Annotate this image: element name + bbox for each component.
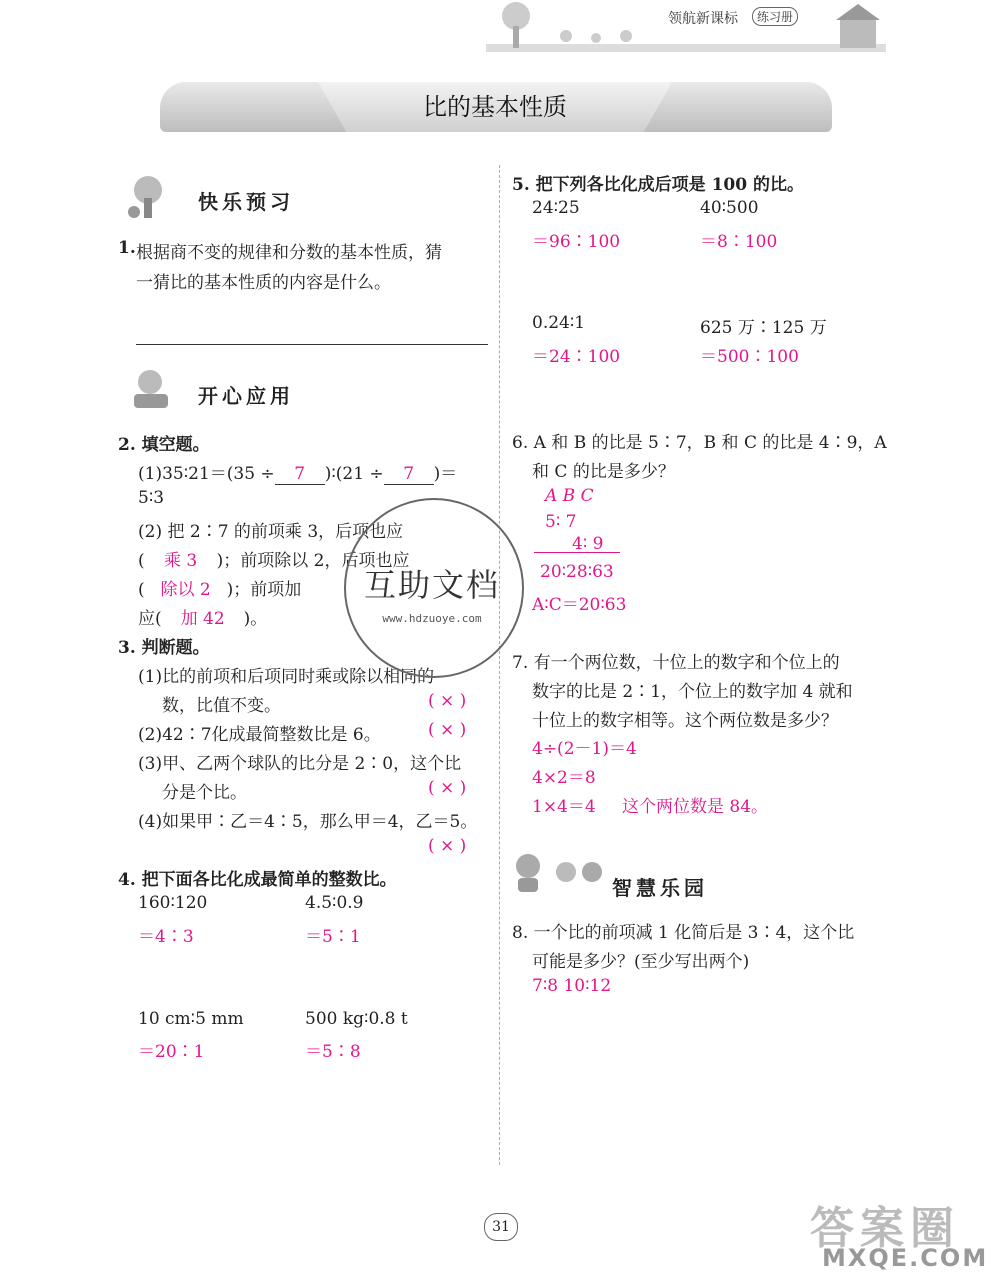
q4-b-question: 4.5∶0.9 (305, 893, 364, 913)
q4-b-answer: ＝5∶1 (305, 927, 361, 947)
q2-p2-line4 (138, 604, 267, 629)
reading-girl-icon (120, 366, 180, 412)
brand-name: 领航新课标 (668, 11, 738, 27)
q8-line1: 8. 一个比的前项减 1 化简后是 3∶4，这个比 (512, 923, 855, 943)
brand-badge: 练习册 (752, 7, 798, 26)
q3-item1-line1: (1)比的前项和后项同时乘或除以相同的 (138, 667, 435, 687)
q2-p2-answer2: 除以 2 (160, 580, 211, 600)
tree-icon (120, 172, 180, 222)
q2-title: 2. 填空题。 (118, 435, 210, 455)
q5-d-question: 625 万∶125 万 (700, 318, 827, 338)
q3-item1-answer: ( × ) (428, 691, 467, 711)
q4-c-question: 10 cm∶5 mm (138, 1009, 244, 1029)
q2-p2-l4-post: )。 (243, 609, 268, 629)
q6-line2: 和 C 的比是多少？ (532, 462, 675, 482)
kids-icon (512, 850, 608, 896)
q3-item3-line2: 分是个比。 (162, 783, 247, 803)
q6-work-labels: A B C (545, 486, 594, 506)
q1-line2: 一猜比的基本性质的内容是什么。 (136, 273, 391, 293)
q2-p1-prefix: (1)35∶21＝(35 ÷ (138, 464, 275, 484)
q1-line1: 根据商不变的规律和分数的基本性质，猜 (136, 243, 442, 263)
q7-line2: 数字的比是 2∶1，个位上的数字加 4 就和 (532, 682, 853, 702)
page-number: 31 (484, 1213, 518, 1241)
q3-item4-answer: ( × ) (428, 836, 467, 856)
q8-line2: 可能是多少？(至少写出两个) (532, 952, 750, 972)
watermark-logo: 答案圈 (810, 1203, 960, 1254)
q2-p2-line1: (2) 把 2∶7 的前项乘 3，后项也应 (138, 522, 404, 542)
q6-work-ratio1: 5∶ 7 (545, 512, 577, 532)
q4-d-question: 500 kg∶0.8 t (305, 1009, 408, 1029)
q3-item2-answer: ( × ) (428, 720, 467, 740)
q2-p1-line2: 5∶3 (138, 488, 165, 508)
q7-work3: 1×4＝4 (532, 797, 596, 817)
q3-item4: (4)如果甲∶乙＝4∶5，那么甲＝4，乙＝5。 (138, 812, 478, 832)
q2-p1-end: )＝ (433, 464, 458, 484)
q5-b-answer: ＝8∶100 (700, 232, 778, 252)
q4-a-question: 160∶120 (138, 893, 208, 913)
q4-d-answer: ＝5∶8 (305, 1042, 361, 1062)
stamp-title: 互助文档 (363, 566, 500, 604)
q3-item2: (2)42∶7化成最简整数比是 6。 (138, 725, 381, 745)
watermark-url: MXQE.COM (822, 1244, 989, 1272)
q2-p2-answer1: 乘 3 (164, 551, 198, 571)
q2-p2-line3 (138, 575, 301, 600)
q8-answer: 7∶8 10∶12 (532, 976, 612, 996)
section-apply: 开心应用 (198, 384, 294, 408)
stamp-url: www.hdzuoye.com (382, 612, 482, 625)
q1-number: 1. (118, 238, 136, 258)
q7-work2: 4×2＝8 (532, 768, 596, 788)
section-wisdom: 智慧乐园 (612, 876, 708, 900)
q5-a-answer: ＝96∶100 (532, 232, 621, 252)
q7-line1: 7. 有一个两位数，十位上的数字和个位上的 (512, 653, 840, 673)
answer-line (136, 344, 488, 345)
q2-p1-mid: )∶(21 ÷ (324, 464, 384, 484)
q2-p2-l2-post: )；前项除以 2，后项也应 (216, 551, 410, 571)
q2-p2-answer3: 加 42 (180, 609, 225, 629)
q4-title: 4. 把下面各比化成最简单的整数比。 (118, 870, 397, 890)
q5-title: 5. 把下列各比化成后项是 100 的比。 (512, 175, 804, 195)
page-title: 比的基本性质 (423, 93, 567, 121)
q3-item3-line1: (3)甲、乙两个球队的比分是 2∶0，这个比 (138, 754, 462, 774)
q7-work1: 4÷(2－1)＝4 (532, 739, 637, 759)
q7-answer: 这个两位数是 84。 (622, 797, 769, 817)
q6-answer: A∶C＝20∶63 (532, 595, 627, 615)
q7-line3: 十位上的数字相等。这个两位数是多少？ (532, 711, 838, 731)
q6-work-combined: 20∶28∶63 (540, 562, 614, 582)
q5-d-answer: ＝500∶100 (700, 347, 799, 367)
q2-p1-answer2: 7 (384, 464, 434, 485)
q6-work-rule (534, 552, 620, 553)
column-divider (499, 165, 500, 1165)
q5-c-question: 0.24∶1 (532, 313, 586, 333)
q4-a-answer: ＝4∶3 (138, 927, 194, 947)
q6-work-ratio2: 4∶ 9 (572, 534, 604, 554)
q3-title: 3. 判断题。 (118, 638, 210, 658)
section-preview: 快乐预习 (198, 190, 294, 214)
q3-item1-line2: 数，比值不变。 (162, 696, 281, 716)
q2-p2-l2-pre: ( (138, 551, 145, 571)
q2-p1-answer1: 7 (275, 464, 325, 485)
q5-b-question: 40∶500 (700, 198, 759, 218)
q2-part1 (138, 459, 457, 485)
q2-p2-l3-post: )；前项加 (226, 580, 302, 600)
q5-a-question: 24∶25 (532, 198, 580, 218)
q2-p2-l4-pre: 应( (138, 609, 162, 629)
q6-line1: 6. A 和 B 的比是 5∶7，B 和 C 的比是 4∶9，A (512, 433, 887, 453)
q4-c-answer: ＝20∶1 (138, 1042, 205, 1062)
q5-c-answer: ＝24∶100 (532, 347, 621, 367)
q2-p2-l3-pre: ( (138, 580, 145, 600)
q3-item3-answer: ( × ) (428, 778, 467, 798)
